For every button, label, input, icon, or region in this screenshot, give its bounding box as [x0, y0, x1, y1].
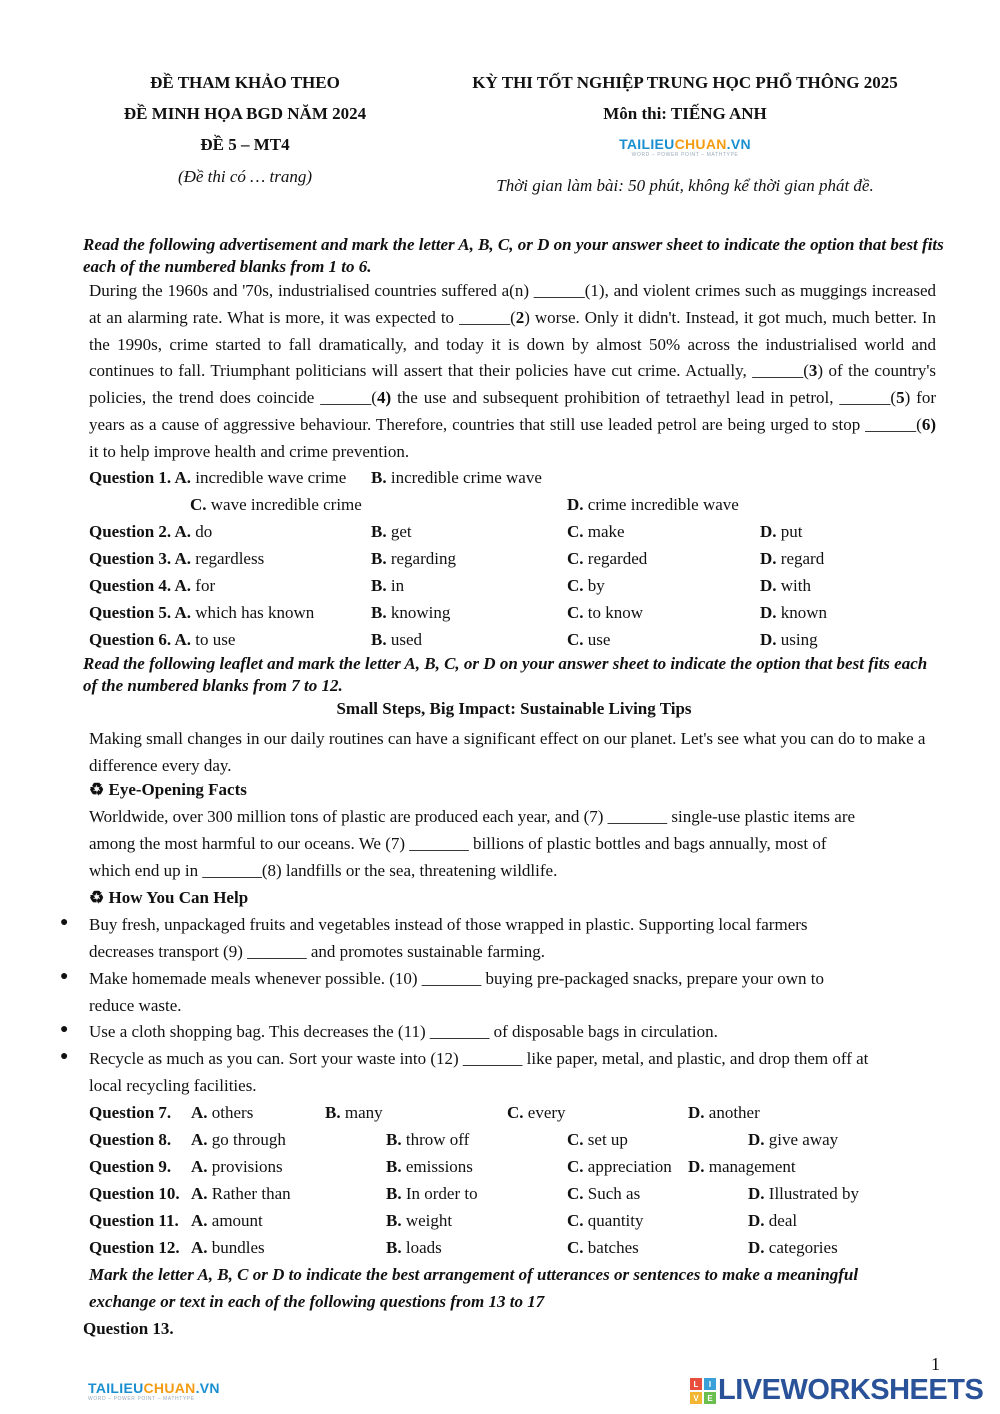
option-d[interactable]: Illustrated by — [768, 1184, 859, 1203]
footer-logo — [88, 1380, 220, 1402]
option-d[interactable]: crime incredible wave — [587, 495, 739, 514]
letter-d: D. — [748, 1184, 765, 1203]
blank-number: 3 — [808, 361, 818, 381]
question-label: Question 11. — [89, 1211, 179, 1230]
svg-text:I: I — [708, 1379, 712, 1389]
option-b[interactable]: in — [390, 576, 405, 595]
passage-text: ) for years as a cause of aggressive behaviour. Therefore, countries that still use leaded petrol are being urged to stop ______( — [89, 388, 937, 434]
letter-b: B. — [371, 630, 387, 649]
option-c[interactable]: to know — [587, 603, 644, 622]
option-d[interactable]: deal — [768, 1211, 798, 1230]
option-c[interactable]: every — [527, 1103, 566, 1122]
option-d[interactable]: with — [780, 576, 812, 595]
letter-b: B. — [386, 1184, 402, 1203]
svg-text:V: V — [693, 1393, 699, 1403]
option-c[interactable]: make — [587, 522, 625, 541]
liveworksheets-logo — [690, 1374, 983, 1407]
option-b[interactable]: weight — [405, 1211, 453, 1230]
bullet-icon: ● — [60, 1049, 69, 1064]
letter-c: C. — [507, 1103, 524, 1122]
letter-b: B. — [371, 468, 387, 487]
letter-b: B. — [386, 1130, 402, 1149]
option-c[interactable]: set up — [587, 1130, 628, 1149]
letter-d: D. — [748, 1238, 765, 1257]
header-left-line3: ĐỀ 5 – MT4 — [200, 135, 290, 154]
letter-c: C. — [567, 630, 584, 649]
logo-part3: .VN — [726, 136, 751, 152]
option-d[interactable]: regard — [780, 549, 825, 568]
letter-b: B. — [371, 603, 387, 622]
question-label: Question 2. A. — [89, 522, 192, 541]
letter-d: D. — [748, 1211, 765, 1230]
letter-c: C. — [190, 495, 207, 514]
tip-line: Make homemade meals whenever possible. (10) _______ buying pre-packaged snacks, prepare your own to — [89, 969, 825, 988]
letter-b: B. — [371, 576, 387, 595]
header-left-line2: ĐỀ MINH HỌA BGD NĂM 2024 — [123, 104, 367, 123]
option-a[interactable]: go through — [211, 1130, 286, 1149]
letter-a: A. — [191, 1157, 208, 1176]
option-b[interactable]: knowing — [390, 603, 451, 622]
letter-c: C. — [567, 576, 584, 595]
option-c[interactable]: wave incredible crime — [210, 495, 362, 514]
passage-text: ) of the country's policies, the trend does coincide ______( — [89, 361, 937, 408]
page-number: 1 — [931, 1354, 940, 1374]
option-d[interactable]: another — [708, 1103, 760, 1122]
option-b[interactable]: emissions — [405, 1157, 473, 1176]
letter-d: D. — [760, 576, 777, 595]
letter-d: D. — [688, 1103, 705, 1122]
option-a[interactable]: for — [195, 576, 216, 595]
letter-b: B. — [325, 1103, 341, 1122]
logo-part2: CHUAN — [674, 136, 727, 152]
logo-part2: CHUAN — [143, 1380, 196, 1396]
question-label: Question 3. A. — [89, 549, 192, 568]
svg-text:L: L — [693, 1379, 699, 1389]
option-c[interactable]: Such as — [587, 1184, 641, 1203]
tip-line: Buy fresh, unpackaged fruits and vegetables instead of those wrapped in plastic. Supporting local farmers — [89, 915, 808, 934]
letter-c: C. — [567, 1184, 584, 1203]
blank-number: 2 — [515, 307, 525, 327]
recycle-icon: ♻ — [89, 780, 105, 799]
liveworksheets-text: LIVEWORKSHEETS — [718, 1374, 984, 1406]
subheading-facts-label: Eye-Opening Facts — [108, 780, 247, 799]
tip-line: reduce waste. — [89, 996, 182, 1015]
option-d[interactable]: management — [708, 1157, 796, 1176]
logo-tagline: WORD – POWER POINT – MATHTYPE — [631, 152, 739, 158]
question-label: Question 10. — [89, 1184, 180, 1203]
letter-d: D. — [760, 603, 777, 622]
letter-a: A. — [191, 1130, 208, 1149]
letter-c: C. — [567, 1238, 584, 1257]
option-c[interactable]: quantity — [587, 1211, 644, 1230]
letter-d: D. — [688, 1157, 705, 1176]
header-left-line1: ĐỀ THAM KHẢO THEO — [150, 73, 340, 92]
letter-c: C. — [567, 603, 584, 622]
option-a[interactable]: incredible wave crime — [195, 468, 347, 487]
letter-b: B. — [386, 1157, 402, 1176]
option-c[interactable]: appreciation — [587, 1157, 672, 1176]
option-d[interactable]: give away — [768, 1130, 839, 1149]
leaflet-intro: Making small changes in our daily routines can have a significant effect on our planet. Let's see what you can do to make a difference every day. — [89, 729, 926, 775]
facts-line: among the most harmful to our oceans. We (7) _______ billions of plastic bottles and bags annually, most of — [89, 834, 827, 853]
letter-c: C. — [567, 1211, 584, 1230]
letter-a: A. — [191, 1184, 208, 1203]
bullet-icon: ● — [60, 915, 69, 930]
option-b[interactable]: loads — [405, 1238, 442, 1257]
option-b[interactable]: incredible crime wave — [390, 468, 542, 487]
facts-line: which end up in _______(8) landfills or the sea, threatening wildlife. — [89, 861, 558, 880]
option-a[interactable]: regardless — [195, 549, 265, 568]
liveworksheets-mark-icon — [690, 1378, 716, 1404]
option-a[interactable]: to use — [195, 630, 236, 649]
option-c[interactable]: regarded — [587, 549, 648, 568]
question-label: Question 8. — [89, 1130, 172, 1149]
question-label: Question 1. A. — [89, 468, 192, 487]
letter-a: A. — [191, 1211, 208, 1230]
bullet-icon: ● — [60, 1022, 69, 1037]
option-d[interactable]: categories — [768, 1238, 838, 1257]
option-a[interactable]: bundles — [211, 1238, 265, 1257]
question-label: Question 12. — [89, 1238, 180, 1257]
option-c[interactable]: by — [587, 576, 605, 595]
leaflet-title: Small Steps, Big Impact: Sustainable Living Tips — [336, 699, 692, 718]
option-d[interactable]: known — [780, 603, 828, 622]
subheading-help — [89, 887, 248, 909]
passage-text: During the 1960s and '70s, industrialised countries suffered a(n) ______(1), and violent crimes such as muggings increased at an alarming rate. What is more, it was expected to ______( — [89, 281, 936, 327]
header-logo — [430, 136, 940, 158]
option-b[interactable]: throw off — [405, 1130, 470, 1149]
section3-instruction-line1: Mark the letter A, B, C or D to indicate the best arrangement of utterances or sentences to make a meaningful — [89, 1265, 859, 1284]
letter-c: C. — [567, 1157, 584, 1176]
letter-c: C. — [567, 549, 584, 568]
blank-number: 6) — [921, 414, 936, 434]
letter-a: A. — [191, 1103, 208, 1122]
letter-b: B. — [371, 522, 387, 541]
logo-part1: TAILIEU — [88, 1380, 144, 1396]
section1-instruction: Read the following advertisement and mark the letter A, B, C, or D on your answer sheet to indicate the option that best fits each of the numbered blanks from 1 to 6. — [83, 235, 944, 276]
option-b[interactable]: used — [390, 630, 423, 649]
letter-d: D. — [567, 495, 584, 514]
option-a[interactable]: which has known — [195, 603, 315, 622]
logo-tagline: WORD – POWER POINT – MATHTYPE — [88, 1396, 195, 1402]
exam-title: KỲ THI TỐT NGHIỆP TRUNG HỌC PHỔ THÔNG 2025 — [472, 73, 898, 92]
letter-d: D. — [760, 630, 777, 649]
svg-text:E: E — [707, 1393, 713, 1403]
bullet-icon: ● — [60, 969, 69, 984]
option-b[interactable]: get — [390, 522, 412, 541]
option-b[interactable]: many — [344, 1103, 383, 1122]
option-a[interactable]: do — [195, 522, 213, 541]
exam-subject: Môn thi: TIẾNG ANH — [603, 104, 767, 123]
question-label: Question 4. A. — [89, 576, 192, 595]
question-13-label: Question 13. — [83, 1319, 174, 1338]
letter-b: B. — [386, 1238, 402, 1257]
letter-d: D. — [760, 522, 777, 541]
passage-text: it to help improve health and crime prevention. — [89, 441, 410, 461]
letter-d: D. — [760, 549, 777, 568]
letter-c: C. — [567, 522, 584, 541]
passage-text: the use and subsequent prohibition of tetraethyl lead in petrol, ______( — [391, 388, 897, 408]
section3-instruction-line2: exchange or text in each of the following questions from 13 to 17 — [89, 1292, 545, 1311]
letter-a: A. — [191, 1238, 208, 1257]
blank-number: 4) — [376, 388, 392, 408]
option-a[interactable]: Rather than — [211, 1184, 291, 1203]
option-d[interactable]: using — [780, 630, 818, 649]
letter-b: B. — [371, 549, 387, 568]
option-b[interactable]: regarding — [390, 549, 456, 568]
question-label: Question 9. — [89, 1157, 172, 1176]
blank-number: 5 — [896, 388, 905, 408]
advertisement-passage — [89, 278, 936, 466]
header-page-count: (Đề thi có … trang) — [177, 167, 313, 186]
exam-time: Thời gian làm bài: 50 phút, không kể thời gian phát đề. — [496, 176, 874, 195]
logo-part1: TAILIEU — [619, 136, 675, 152]
option-a[interactable]: provisions — [211, 1157, 283, 1176]
facts-line: Worldwide, over 300 million tons of plastic are produced each year, and (7) _______ single-use plastic items are — [89, 807, 856, 826]
letter-b: B. — [386, 1211, 402, 1230]
option-c[interactable]: batches — [587, 1238, 639, 1257]
passage-text: ) worse. Only it didn't. Instead, it got much, much better. In the 1990s, crime started to fall dramatically, and today it is down by almost 50% across the industrialised world and continues to fall. Triumphant politicians will assert that their policies have cut crime. Actually, ______( — [89, 307, 936, 381]
tip-line: decreases transport (9) _______ and promotes sustainable farming. — [89, 942, 546, 961]
question-label: Question 7. — [89, 1103, 172, 1122]
letter-c: C. — [567, 1130, 584, 1149]
question-label: Question 6. A. — [89, 630, 192, 649]
tip-line: Recycle as much as you can. Sort your waste into (12) _______ like paper, metal, and plastic, and drop them off at — [89, 1049, 869, 1068]
option-b[interactable]: In order to — [405, 1184, 478, 1203]
question-label: Question 5. A. — [89, 603, 192, 622]
recycle-icon: ♻ — [89, 888, 105, 907]
section2-instruction: Read the following leaflet and mark the letter A, B, C, or D on your answer sheet to indicate the option that best fits each of the numbered blanks from 7 to 12. — [83, 654, 928, 695]
option-a[interactable]: others — [211, 1103, 254, 1122]
tip-line: Use a cloth shopping bag. This decreases the (11) _______ of disposable bags in circulation. — [89, 1022, 718, 1041]
option-a[interactable]: amount — [211, 1211, 263, 1230]
letter-d: D. — [748, 1130, 765, 1149]
logo-part3: .VN — [195, 1380, 220, 1396]
subheading-help-label: How You Can Help — [108, 888, 249, 907]
option-d[interactable]: put — [780, 522, 803, 541]
tip-line: local recycling facilities. — [89, 1076, 257, 1095]
option-c[interactable]: use — [587, 630, 611, 649]
subheading-facts — [89, 779, 247, 801]
